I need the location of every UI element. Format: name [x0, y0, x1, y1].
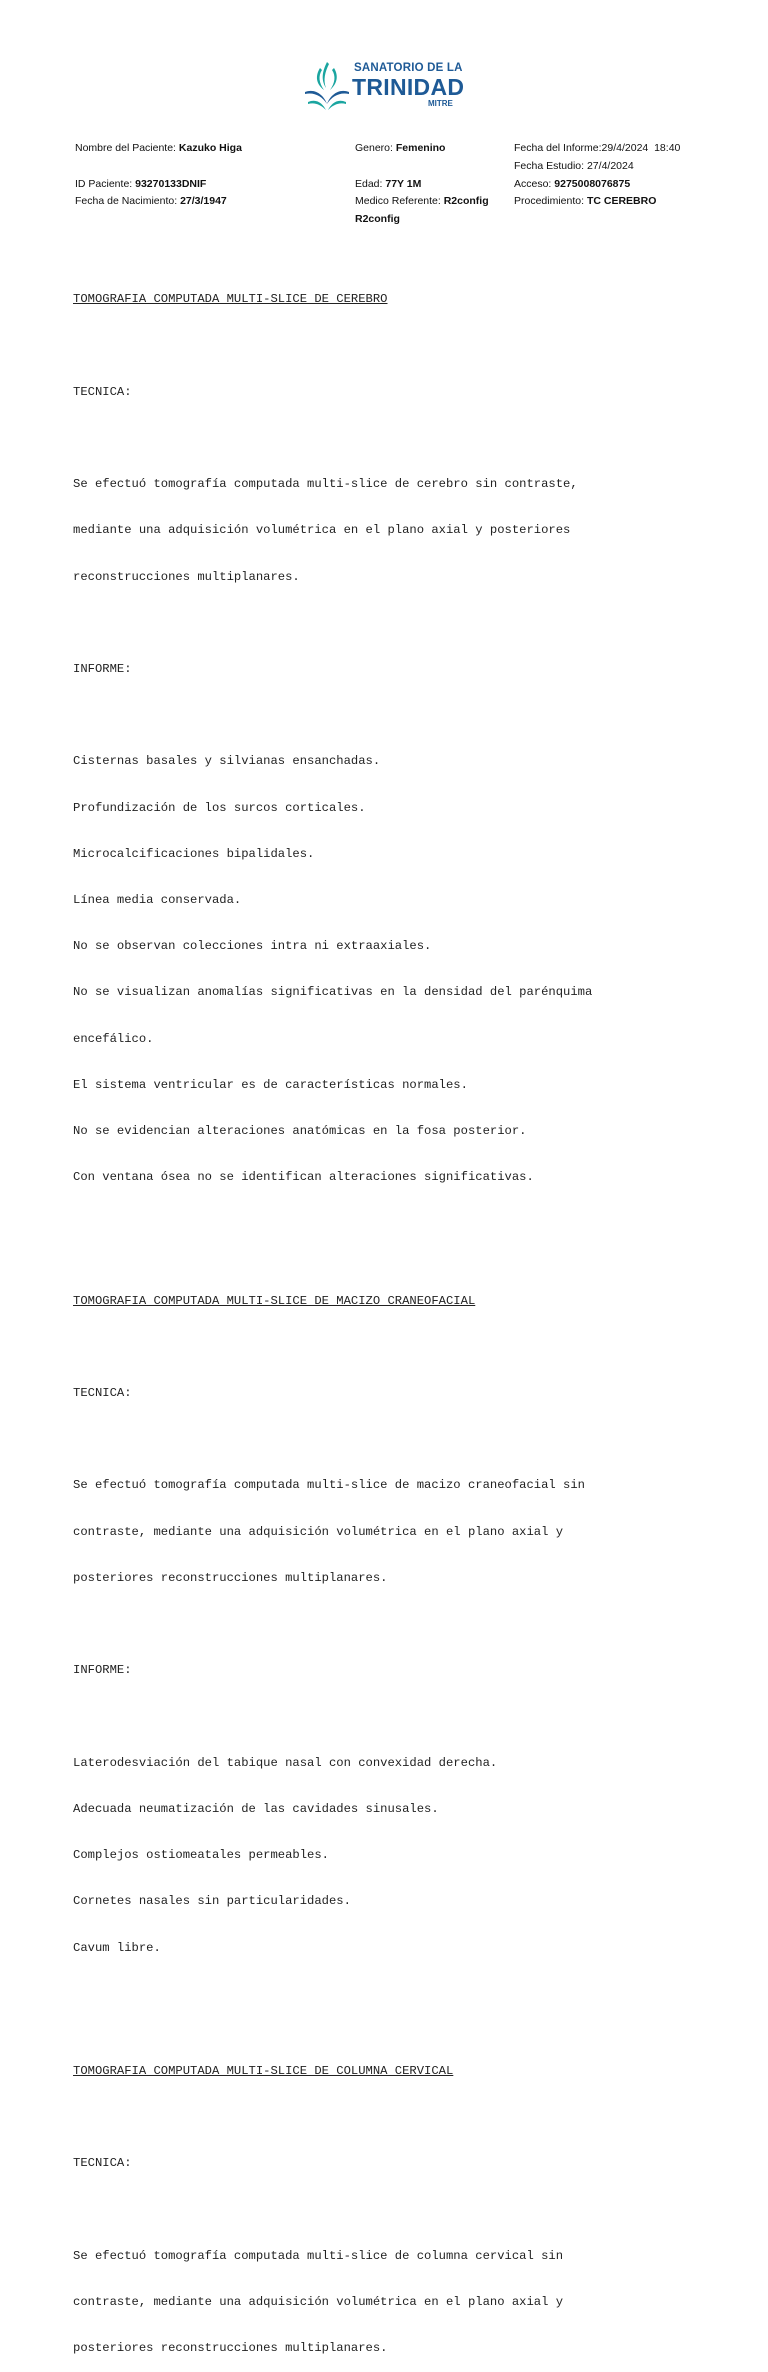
birth-date-field: [75, 192, 227, 210]
technique-line: reconstrucciones multiplanares.: [73, 569, 300, 584]
procedure-value: TC CEREBRO: [586, 195, 657, 207]
referring-field: [355, 192, 489, 210]
technique-line: posteriores reconstrucciones multiplanares.: [73, 1570, 388, 1585]
sanatorio-logo: [300, 52, 480, 118]
referring-value: R2config: [443, 195, 489, 207]
patient-id-field: [75, 175, 206, 193]
age-value: 77Y 1M: [385, 178, 422, 190]
logo-emblem-icon: [302, 58, 352, 114]
procedure-field: [514, 192, 656, 210]
finding-line: Cornetes nasales sin particularidades.: [73, 1894, 351, 1909]
section-title-columna: TOMOGRAFIA COMPUTADA MULTI-SLICE DE COLUMNA CERVICAL: [73, 2063, 454, 2078]
technique-label: TECNICA:: [73, 384, 132, 399]
technique-line: Se efectuó tomografía computada multi-slice de cerebro sin contraste,: [73, 477, 578, 492]
report-label: INFORME:: [73, 1663, 132, 1678]
study-date-field: [514, 157, 634, 175]
report-date-field: [514, 139, 680, 157]
patient-id-label: ID Paciente:: [75, 178, 133, 190]
finding-line: No se observan colecciones intra ni extraaxiales.: [73, 939, 432, 954]
birth-date-label: Fecha de Nacimiento:: [75, 195, 178, 207]
age-field: [355, 175, 421, 193]
finding-line: Profundización de los surcos corticales.: [73, 800, 366, 815]
age-label: Edad:: [355, 178, 383, 190]
report-label: INFORME:: [73, 661, 132, 676]
access-field: [514, 175, 630, 193]
technique-line: contraste, mediante una adquisición volumétrica en el plano axial y: [73, 2294, 564, 2309]
finding-line: encefálico.: [73, 1031, 154, 1046]
finding-line: Con ventana ósea no se identifican alteraciones significativas.: [73, 1170, 534, 1185]
logo-line-3: MITRE: [428, 99, 453, 108]
finding-line: Línea media conservada.: [73, 893, 242, 907]
access-value: 9275008076875: [554, 178, 631, 190]
technique-label: TECNICA:: [73, 1385, 132, 1400]
section-title-cerebro: TOMOGRAFIA COMPUTADA MULTI-SLICE DE CEREBRO: [73, 292, 388, 307]
study-date-value: 27/4/2024: [586, 160, 634, 172]
referring-cont-field: [355, 210, 400, 228]
patient-name-value: Kazuko Higa: [178, 142, 242, 154]
referring-value-cont: R2config: [355, 213, 400, 225]
finding-line: Laterodesviación del tabique nasal con convexidad derecha.: [73, 1755, 498, 1770]
report-body: [73, 246, 713, 2372]
logo-line-1: SANATORIO DE LA: [354, 62, 463, 74]
procedure-label: Procedimiento:: [514, 195, 585, 207]
technique-label: TECNICA:: [73, 2156, 132, 2171]
patient-name-field: [75, 139, 242, 157]
technique-line: mediante una adquisición volumétrica en el plano axial y posteriores: [73, 523, 571, 538]
logo-line-2: TRINIDAD: [352, 74, 465, 100]
finding-line: Adecuada neumatización de las cavidades sinusales.: [73, 1801, 439, 1816]
finding-line: No se visualizan anomalías significativas en la densidad del parénquima: [73, 985, 593, 1000]
access-label: Acceso:: [514, 178, 552, 190]
finding-line: Microcalcificaciones bipalidales.: [73, 846, 315, 861]
report-date-label: Fecha del Informe:: [514, 142, 602, 154]
birth-date-value: 27/3/1947: [180, 195, 227, 207]
technique-line: Se efectuó tomografía computada multi-slice de macizo craneofacial sin: [73, 1478, 585, 1493]
technique-line: contraste, mediante una adquisición volumétrica en el plano axial y: [73, 1524, 564, 1539]
technique-line: Se efectuó tomografía computada multi-slice de columna cervical sin: [73, 2248, 564, 2263]
gender-label: Genero:: [355, 142, 393, 154]
section-title-macizo: TOMOGRAFIA COMPUTADA MULTI-SLICE DE MACIZO CRANEOFACIAL: [73, 1293, 476, 1308]
finding-line: No se evidencian alteraciones anatómicas en la fosa posterior.: [73, 1124, 527, 1139]
report-date-value: 29/4/2024 18:40: [601, 142, 681, 154]
finding-line: El sistema ventricular es de características normales.: [73, 1077, 468, 1092]
technique-line: posteriores reconstrucciones multiplanares.: [73, 2341, 388, 2356]
referring-label: Medico Referente:: [355, 195, 441, 207]
gender-field: [355, 139, 445, 157]
patient-name-label: Nombre del Paciente:: [75, 142, 176, 154]
finding-line: Cisternas basales y silvianas ensanchadas.: [73, 754, 381, 769]
gender-value: Femenino: [395, 142, 446, 154]
patient-id-value: 93270133DNIF: [135, 178, 207, 190]
finding-line: Complejos ostiomeatales permeables.: [73, 1848, 329, 1863]
study-date-label: Fecha Estudio:: [514, 160, 585, 172]
finding-line: Cavum libre.: [73, 1940, 161, 1955]
